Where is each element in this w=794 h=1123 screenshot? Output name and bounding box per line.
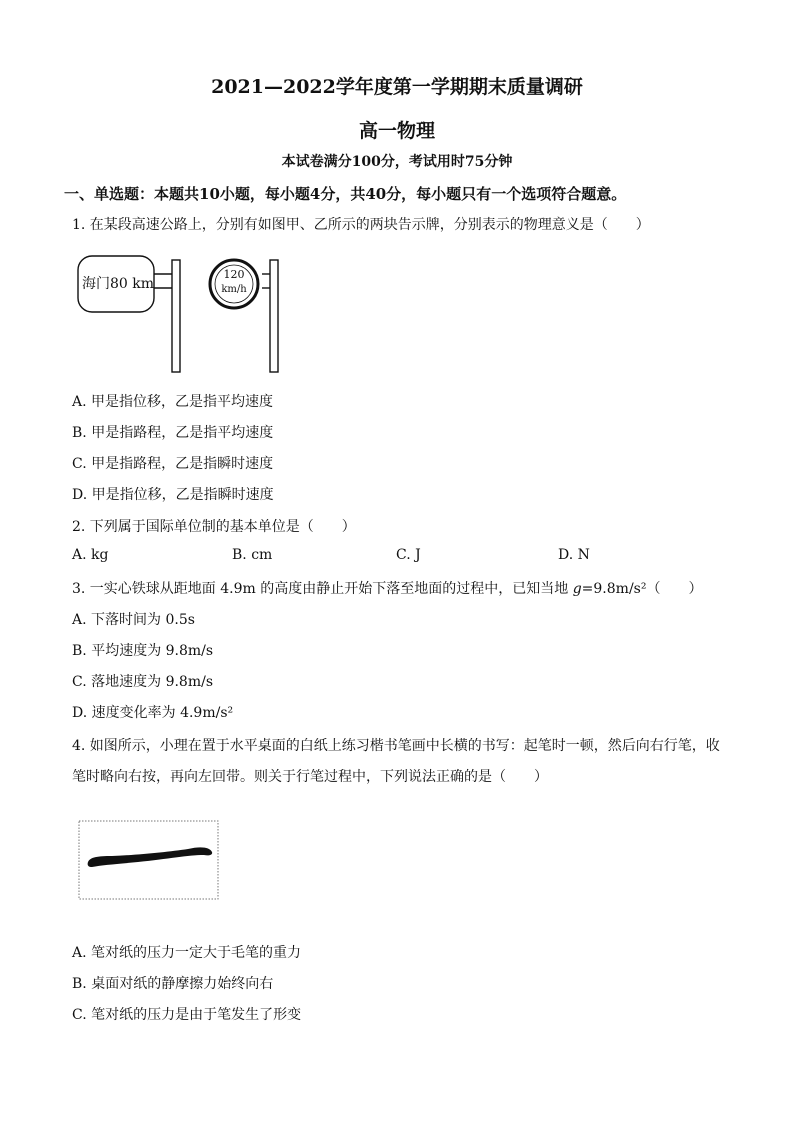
q3-option-b: B. 平均速度为 9.8m/s bbox=[72, 643, 214, 659]
q1-option-d: D. 甲是指位移，乙是指瞬时速度 bbox=[72, 487, 274, 503]
question-1-text: 1. 在某段高速公路上，分别有如图甲、乙所示的两块告示牌，分别表示的物理意义是（ ） bbox=[72, 217, 650, 233]
sign2-speed: 120 bbox=[223, 268, 245, 281]
brush-stroke-figure bbox=[78, 820, 220, 900]
q4-option-a: A. 笔对纸的压力一定大于毛笔的重力 bbox=[72, 945, 302, 961]
question-4-line2: 笔时略向右按，再向左回带。则关于行笔过程中，下列说法正确的是（ ） bbox=[72, 769, 548, 785]
q3-option-d: D. 速度变化率为 4.9m/s² bbox=[72, 705, 234, 721]
question-3-text bbox=[72, 578, 702, 598]
q1-option-c: C. 甲是指路程，乙是指瞬时速度 bbox=[72, 456, 274, 472]
q1-option-a: A. 甲是指位移，乙是指平均速度 bbox=[72, 394, 274, 410]
q3-option-a: A. 下落时间为 0.5s bbox=[72, 612, 195, 628]
section-heading: 一、单选题：本题共10小题，每小题4分，共40分，每小题只有一个选项符合题意。 bbox=[64, 185, 627, 203]
q3-text-suffix: =9.8m/s²（ ） bbox=[581, 581, 703, 597]
q2-option-a: A. kg bbox=[72, 547, 109, 563]
question-2-text: 2. 下列属于国际单位制的基本单位是（ ） bbox=[72, 519, 356, 535]
q3-text-prefix: 3. 一实心铁球从距地面 4.9m 的高度由静止开始下落至地面的过程中，已知当地 bbox=[72, 581, 573, 597]
brush-stroke bbox=[88, 847, 213, 867]
road-signs-figure bbox=[76, 252, 286, 374]
q2-option-d: D. N bbox=[558, 547, 590, 563]
q3-variable: g bbox=[572, 581, 582, 597]
q4-option-c: C. 笔对纸的压力是由于笔发生了形变 bbox=[72, 1007, 302, 1023]
exam-info: 本试卷满分100分，考试用时75分钟 bbox=[281, 154, 513, 170]
sign2-unit: km/h bbox=[221, 284, 247, 295]
subject-title: 高一物理 bbox=[358, 120, 435, 142]
question-4-line1: 4. 如图所示，小理在置于水平桌面的白纸上练习楷书笔画中长横的书写：起笔时一顿，然后向右行笔，收 bbox=[72, 738, 720, 754]
sign2-post bbox=[262, 260, 278, 372]
q2-option-b: B. cm bbox=[232, 547, 273, 563]
sign1-text: 海门80 km bbox=[81, 276, 155, 292]
q2-option-c: C. J bbox=[396, 547, 421, 563]
sign1-post bbox=[152, 260, 180, 372]
q4-option-b: B. 桌面对纸的静摩擦力始终向右 bbox=[72, 976, 274, 992]
q3-option-c: C. 落地速度为 9.8m/s bbox=[72, 674, 214, 690]
q1-option-b: B. 甲是指路程，乙是指平均速度 bbox=[72, 425, 274, 441]
exam-title: 2021—2022学年度第一学期期末质量调研 bbox=[211, 76, 583, 98]
